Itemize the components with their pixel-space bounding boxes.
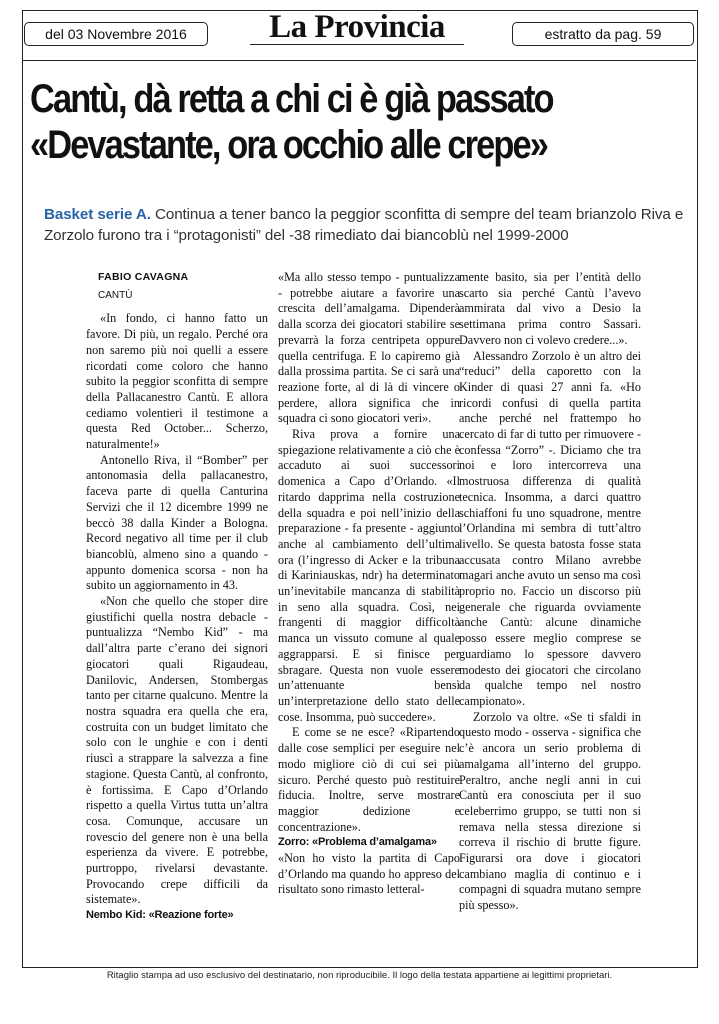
paragraph: Antonello Riva, il “Bomber” per antonomasia della pallacanestro, faceva parte di quella Canturina Servizi che il 12 dicembre 1999 ne beccò 38 dalla Kinder a Bologna. Record negativo all time per il club biancoblù, almeno sino a quando - appunto domenica scorsa - non ha subito un aggiornamento in 43. (86, 452, 268, 593)
dateline-place: CANTÙ (98, 289, 133, 301)
paragraph: Zorzolo va oltre. «Se ti sfaldi in questo modo - osserva - significa che c’è ancora un serio problema di amalgama all’interno del gruppo. Peraltro, anche negli anni in cui Cantù era conosciuta per il suo celeberrimo gruppo, se tutti non si remava nella stessa direzione si correva il rischio di brutte figure. Figurarsi ora dove i giocatori cambiano maglia di continuo e i compagni di squadra mutano sempre più spesso». (459, 709, 641, 913)
paragraph: «In fondo, ci hanno fatto un favore. Di più, un regalo. Perché ora non saremo più noi quelli a essere ricordati come coloro che hanno subito la peggior sconfitta di sempre della Pallacanestro Cantù. E allora cediamo volentieri il testimone a questa Red October... Scherzo, naturalmente!» (86, 311, 268, 452)
masthead-rule (250, 44, 464, 45)
paragraph: Riva prova a fornire una spiegazione relativamente a ciò che è accaduto ai suoi successori domenica a Capo d’Orlando. «Il ritardo dapprima nella costruzione della squadra e poi nell’inizio della preparazione - fa presente - aggiunto anche al cambiamento dell’ultima ora (l’ingresso di Acker e la tribuna di Kariniauskas, ndr) ha determinato un’inevitabile mancanza di stabilità in seno alla squadra. Così, nei frangenti di maggior difficoltà manca un vissuto comune al quale aggrapparsi. E si finisce per sbragare. Questa non vuole essere un’attenuante bensì un’interpretazione dello stato delle cose. Insomma, può succedere». (278, 427, 460, 724)
byline: FABIO CAVAGNA (98, 271, 189, 283)
extract-box: estratto da pag. 59 (512, 22, 694, 46)
article-column-3 (459, 270, 641, 914)
subhead-text: Continua a tener banco la peggior sconfitta di sempre del team brianzolo Riva e Zorzolo furono tra i “protagonisti” del -38 rimediato dai biancoblù nel 1999-2000 (44, 206, 684, 244)
paragraph: mente basito, sia per l’entità dello scarto sia perché Cantù l’avevo ammirata dal vivo a Desio la settimana prima contro Sassari. Davvero non ci volevo credere...». (459, 270, 641, 347)
paragraph: «Non che quello che stoper dire giustifichi quella nostra debacle - puntualizza “Nembo Kid” - ma dall’altra parte c’erano dei signori giocatori quali Rigaudeau, Danilovic, Andersen, Stombergas tanto per citarne qualcuno. Mentre la nostra squadra era quella che era, costruita con un budget limitato che solo con le unghie e con i denti riuscì a strappare la salvezza a fine stagione. Questa Cantù, al confronto, è fortissima. E Capo d’Orlando rispetto a quella Virtus tutta un’altra cosa. Comunque, accusare un rovescio del genere non è una bella esperienza da vivere. E potrebbe, purtroppo, rivelarsi devastante. Provocando crepe difficili da sistemate». (86, 594, 268, 907)
date-box: del 03 Novembre 2016 (24, 22, 208, 46)
paragraph: «Ma allo stesso tempo - puntualizza - potrebbe aiutare a favorire una crescita dell’amalgama. Dipenderà dalla scorza dei giocatori stabilire se prevarrà la forza centripeta oppure quella centrifuga. E lo capiremo già dalla prossima partita. Se ci sarà una reazione forte, al di là di vincere o perdere, allora significa che in squadra ci sono giocatori veri». (278, 270, 460, 426)
headline (30, 76, 692, 168)
copyright-notice: Ritaglio stampa ad uso esclusivo del destinatario, non riproducibile. Il logo della testata appartiene ai legittimi proprietari. (106, 970, 613, 981)
paragraph: «Non ho visto la partita di Capo d’Orlando ma quando ho appreso del risultato sono rimasto letteral- (278, 851, 460, 897)
section-subtitle: Zorro: «Problema d’amalgama» (278, 836, 437, 849)
headline-line-2: «Devastante, ora occhio alle crepe» (30, 123, 547, 167)
section-subtitle: Nembo Kid: «Reazione forte» (86, 909, 234, 922)
subheadline (44, 204, 684, 246)
article-column-1 (86, 270, 268, 924)
paragraph: Alessandro Zorzolo è un altro dei “reduci” della caporetto con la Kinder di quasi 27 anni fa. «Ho ricordi confusi di quella partita anche perché nel frattempo ho cercato di far di tutto per rimuovere - confessa “Zorro” -. Diciamo che tra noi e loro intercorreva una mostruosa differenza di qualità tecnica. Insomma, a darci quattro schiaffoni fu uno squadrone, mentre l’Orlandina mi sembra di tutt’altro livello. Se questa batosta fosse stata accusata contro Milano avrebbe magari anche avuto un senso ma così proprio no. Faccio un discorso più generale che riguarda ovviamente anche Cantù: alcune dinamiche posso essere meglio comprese se guardiamo lo spessore davvero modesto dei giocatori che circolano da qualche tempo nel nostro campionato». (459, 348, 641, 708)
header-divider (22, 60, 696, 61)
article-column-2 (278, 270, 460, 898)
paragraph: E come se ne esce? «Ripartendo dalle cose semplici per eseguire nel modo migliore ciò di cui sei più sicuro. Perché questo può restituire fiducia. Inoltre, serve mostrare maggior dedizione e concentrazione». (278, 725, 460, 834)
headline-line-1: Cantù, dà retta a chi ci è già passato (30, 77, 553, 121)
masthead-logo: La Provincia (269, 9, 445, 45)
subhead-kicker: Basket serie A. (44, 206, 151, 223)
